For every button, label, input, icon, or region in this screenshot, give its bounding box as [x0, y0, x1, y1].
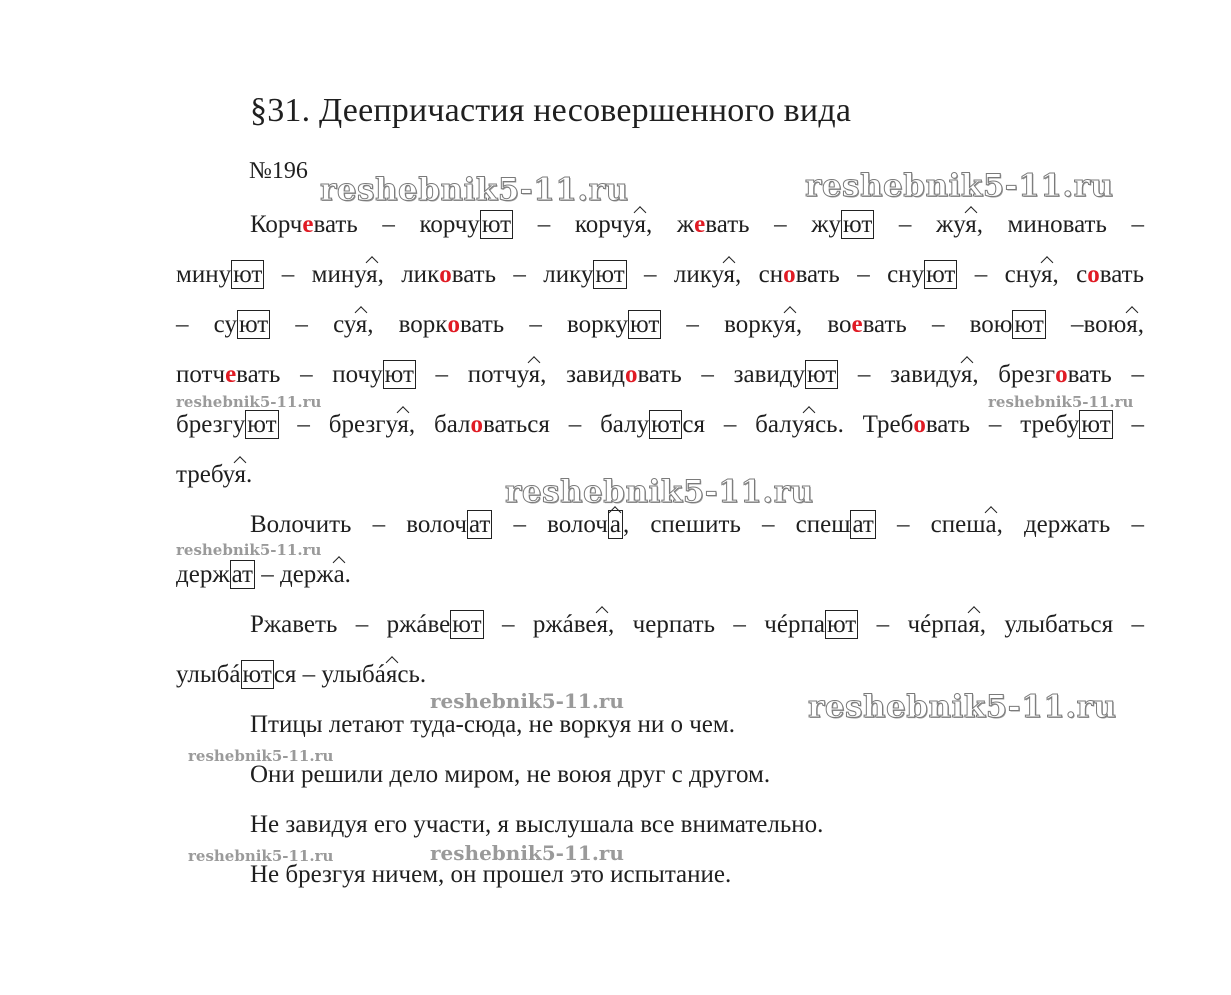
suffix-mark: я	[784, 311, 796, 338]
highlighted-vowel: е	[694, 211, 706, 238]
suffix-mark: а	[985, 511, 997, 538]
suffix-mark: я	[965, 211, 977, 238]
highlighted-vowel: е	[851, 311, 863, 338]
suffix-box: ют	[452, 611, 482, 638]
suffix-box: ют	[238, 311, 269, 338]
text-line-3: – суют – суя, ворковать – воркуют – воркуя, воевать – воюют –воюя,	[176, 311, 1144, 338]
watermark: reshebnik5-11.ru	[188, 847, 334, 865]
highlighted-vowel: о	[470, 411, 484, 438]
watermark: reshebnik5-11.ru	[505, 474, 814, 510]
text-line-6: требуя.	[176, 461, 253, 488]
suffix-mark: я	[528, 361, 541, 388]
suffix-box: ют	[1014, 311, 1044, 338]
text-line-9: Ржаветь – ржáвеют – ржáвея, черпать – чéрпают – чéрпая, улыбаться –	[250, 611, 1145, 638]
suffix-box: ют	[629, 311, 660, 338]
suffix-box: ют	[1081, 411, 1111, 438]
suffix-mark: я	[960, 361, 973, 388]
suffix-mark: я	[355, 311, 368, 338]
highlighted-vowel: о	[439, 261, 452, 288]
example-sentence: Не брезгуя ничем, он прошел это испытание.	[250, 861, 732, 888]
suffix-box: ют	[651, 411, 681, 438]
suffix-mark: я	[234, 461, 246, 488]
suffix-box: ат	[468, 511, 491, 538]
suffix-mark: я	[1126, 311, 1138, 338]
highlighted-vowel: о	[1087, 261, 1100, 288]
watermark: reshebnik5-11.ru	[430, 841, 624, 865]
highlighted-vowel: е	[225, 361, 237, 388]
suffix-mark: я	[803, 411, 816, 438]
watermark: reshebnik5-11.ru	[808, 689, 1117, 725]
suffix-box: ют	[826, 611, 857, 638]
suffix-box: ют	[595, 261, 625, 288]
text-line-4: потчевать – почуют – потчуя, завидовать – завидуют – завидуя, брезговать –	[176, 361, 1144, 388]
example-sentence: Не завидуя его участи, я выслушала все внимательно.	[250, 811, 824, 838]
suffix-mark: я	[1040, 261, 1053, 288]
suffix-mark: я	[596, 611, 609, 638]
watermark: reshebnik5-11.ru	[320, 172, 629, 208]
text-line-2: минуют – минуя, ликовать – ликуют – ликуя, сновать – снуют – снуя, совать	[176, 261, 1144, 288]
watermark: reshebnik5-11.ru	[805, 168, 1114, 204]
suffix-mark: я	[385, 661, 398, 688]
watermark: reshebnik5-11.ru	[430, 689, 624, 713]
text-line-5: брезгуют – брезгуя, баловаться – балуются – балуясь. Требовать – требуют –	[176, 411, 1145, 438]
watermark: reshebnik5-11.ru	[988, 393, 1134, 411]
highlighted-vowel: о	[624, 361, 638, 388]
suffix-mark: я	[366, 261, 378, 288]
suffix-box: ют	[481, 211, 512, 238]
suffix-mark: я	[723, 261, 735, 288]
page-title: §31. Деепричастия несовершенного вида	[250, 92, 852, 129]
watermark: reshebnik5-11.ru	[176, 541, 322, 559]
text-line-8: держат – держа.	[176, 561, 351, 588]
suffix-box: ют	[926, 261, 956, 288]
suffix-mark: я	[634, 211, 647, 238]
exercise-number: №196	[249, 158, 308, 184]
suffix-box: ют	[242, 661, 272, 688]
highlighted-vowel: е	[302, 211, 314, 238]
highlighted-vowel: о	[1055, 361, 1068, 388]
suffix-box: ют	[806, 361, 837, 388]
suffix-mark: я	[397, 411, 409, 438]
highlighted-vowel: о	[447, 311, 460, 338]
suffix-box: ат	[231, 561, 253, 588]
suffix-box: а	[609, 511, 621, 538]
text-line-7: Волочить – волочат – волоча, спешить – спешат – спеша, держать –	[250, 511, 1144, 538]
watermark: reshebnik5-11.ru	[176, 393, 322, 411]
suffix-box: ат	[852, 511, 874, 538]
highlighted-vowel: о	[913, 411, 926, 438]
text-line-1: Корчевать – корчуют – корчуя, жевать – жуют – жуя, миновать –	[250, 211, 1144, 238]
suffix-mark: я	[968, 611, 980, 638]
example-sentence: Они решили дело миром, не воюя друг с другом.	[250, 761, 771, 788]
suffix-mark: а	[333, 561, 345, 588]
example-sentence: Птицы летают туда-сюда, не воркуя ни о чем.	[250, 711, 735, 738]
suffix-box: ют	[384, 361, 414, 388]
suffix-box: ют	[233, 261, 263, 288]
suffix-box: ют	[843, 211, 873, 238]
watermark: reshebnik5-11.ru	[188, 747, 334, 765]
highlighted-vowel: о	[783, 261, 796, 288]
text-line-10: улыбáются – улыбáясь.	[176, 661, 427, 688]
suffix-box: ют	[247, 411, 277, 438]
